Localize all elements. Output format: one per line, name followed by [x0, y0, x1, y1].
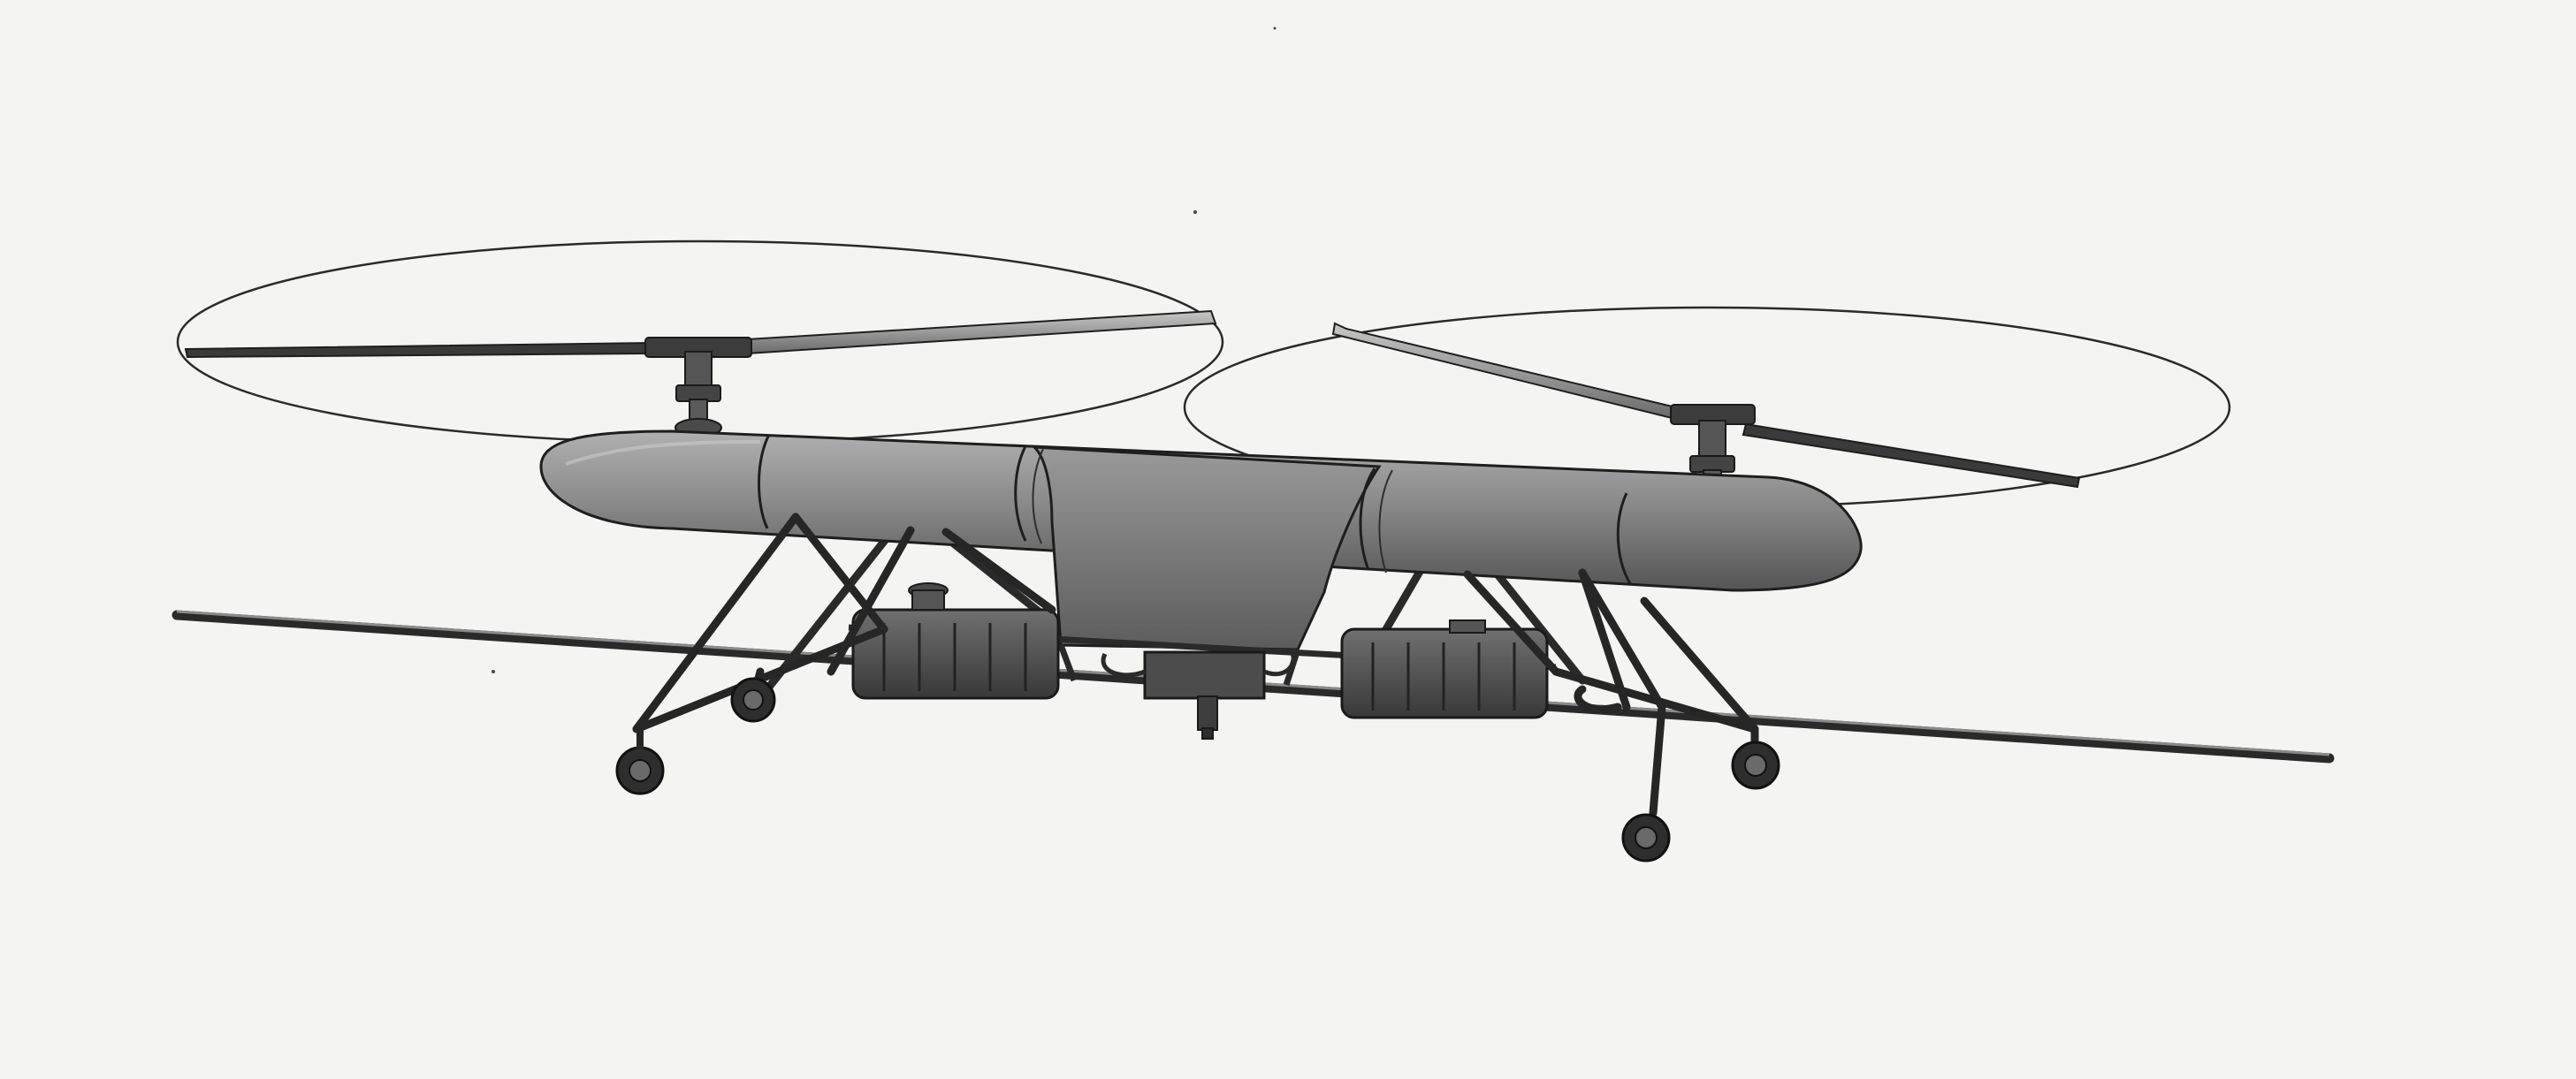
tank-right	[1342, 620, 1547, 718]
wheel-front-right	[1623, 815, 1669, 861]
wheel-rear-left	[732, 679, 774, 721]
wheel-rear-right	[1733, 742, 1779, 788]
